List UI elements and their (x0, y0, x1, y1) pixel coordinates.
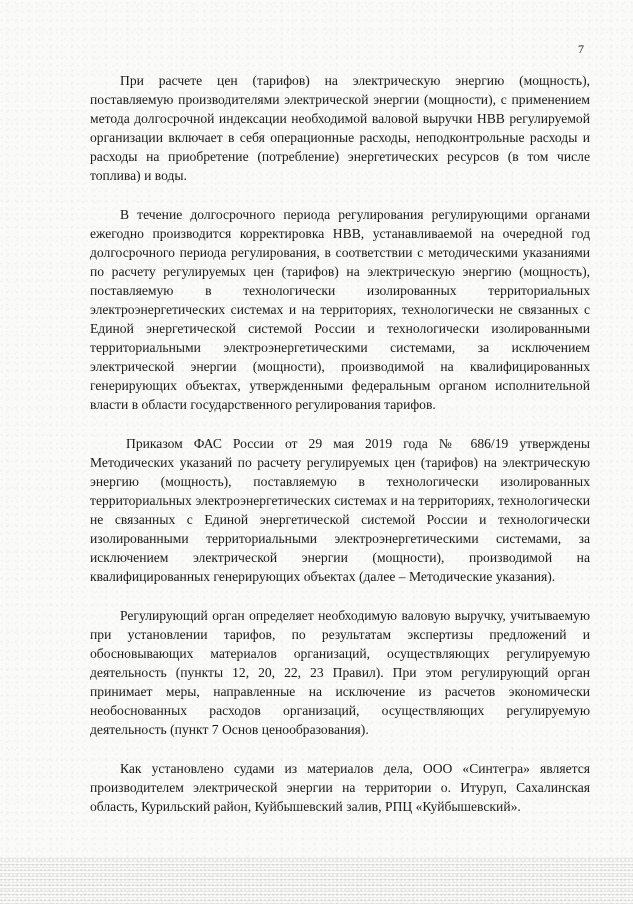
scan-artifact-band (0, 858, 633, 904)
paragraph-sintegra: Как установлено судами из материалов дела, ООО «Синтегра» является производителем электрической энергии на территории о. Итуруп, Сахалинская область, Курильский район, Куйбышевский залив, РПЦ «Куйбышевский». (90, 761, 590, 814)
paragraph-nvv-adjustment: В течение долгосрочного периода регулирования регулирующими органами ежегодно производится корректировка НВВ, устанавливаемой на очередной год долгосрочного периода регулирования, в соответствии с методическими указаниями по расчету регулируемых цен (тарифов) на электрическую энергию (мощность), поставляемую в технологически изолированных территориальных электроэнергетических системах и на территориях, технологически не связанных с Единой энергетической системой России и технологически изолированными территориальными электроэнергетическими системами, за исключением электрической энергии (мощности), производимой на квалифицированных генерирующих объектах, утвержденными федеральным органом исполнительной власти в области государственного регулирования тарифов. (90, 207, 590, 412)
paragraph-regulator-revenue: Регулирующий орган определяет необходимую валовую выручку, учитываемую при установлении тарифов, по результатам экспертизы предложений и обосновывающих материалов организаций, осуществляющих регулируемую деятельность (пункты 12, 20, 22, 23 Правил). При этом регулирующий орган принимает меры, направленные на исключение из расчетов экономически необоснованных расходов организаций, осуществляющих регулируемую деятельность (пункт 7 Основ ценообразования). (90, 608, 590, 737)
paragraph-tariff-calculation: При расчете цен (тарифов) на электрическую энергию (мощность), поставляемую производителями электрической энергии (мощности), с применением метода долгосрочной индексации необходимой валовой выручки НВВ регулируемой организации включает в себя операционные расходы, неподконтрольные расходы и расходы на приобретение (потребление) энергетических ресурсов (в том числе топлива) и воды. (90, 73, 590, 183)
document-body (90, 65, 590, 816)
paragraph-fas-order: Приказом ФАС России от 29 мая 2019 года № 686/19 утверждены Методических указаний по расчету регулируемых цен (тарифов) на электрическую энергию (мощность), поставляемую в технологически изолированных территориальных электроэнергетических системах и на территориях, технологически не связанных с Единой энергетической системой России и технологически изолированными территориальными электроэнергетическими системами, за исключением электрической энергии (мощности), производимой на квалифицированных генерирующих объектах (далее – Методические указания). (90, 436, 590, 584)
page-number: 7 (578, 42, 584, 56)
